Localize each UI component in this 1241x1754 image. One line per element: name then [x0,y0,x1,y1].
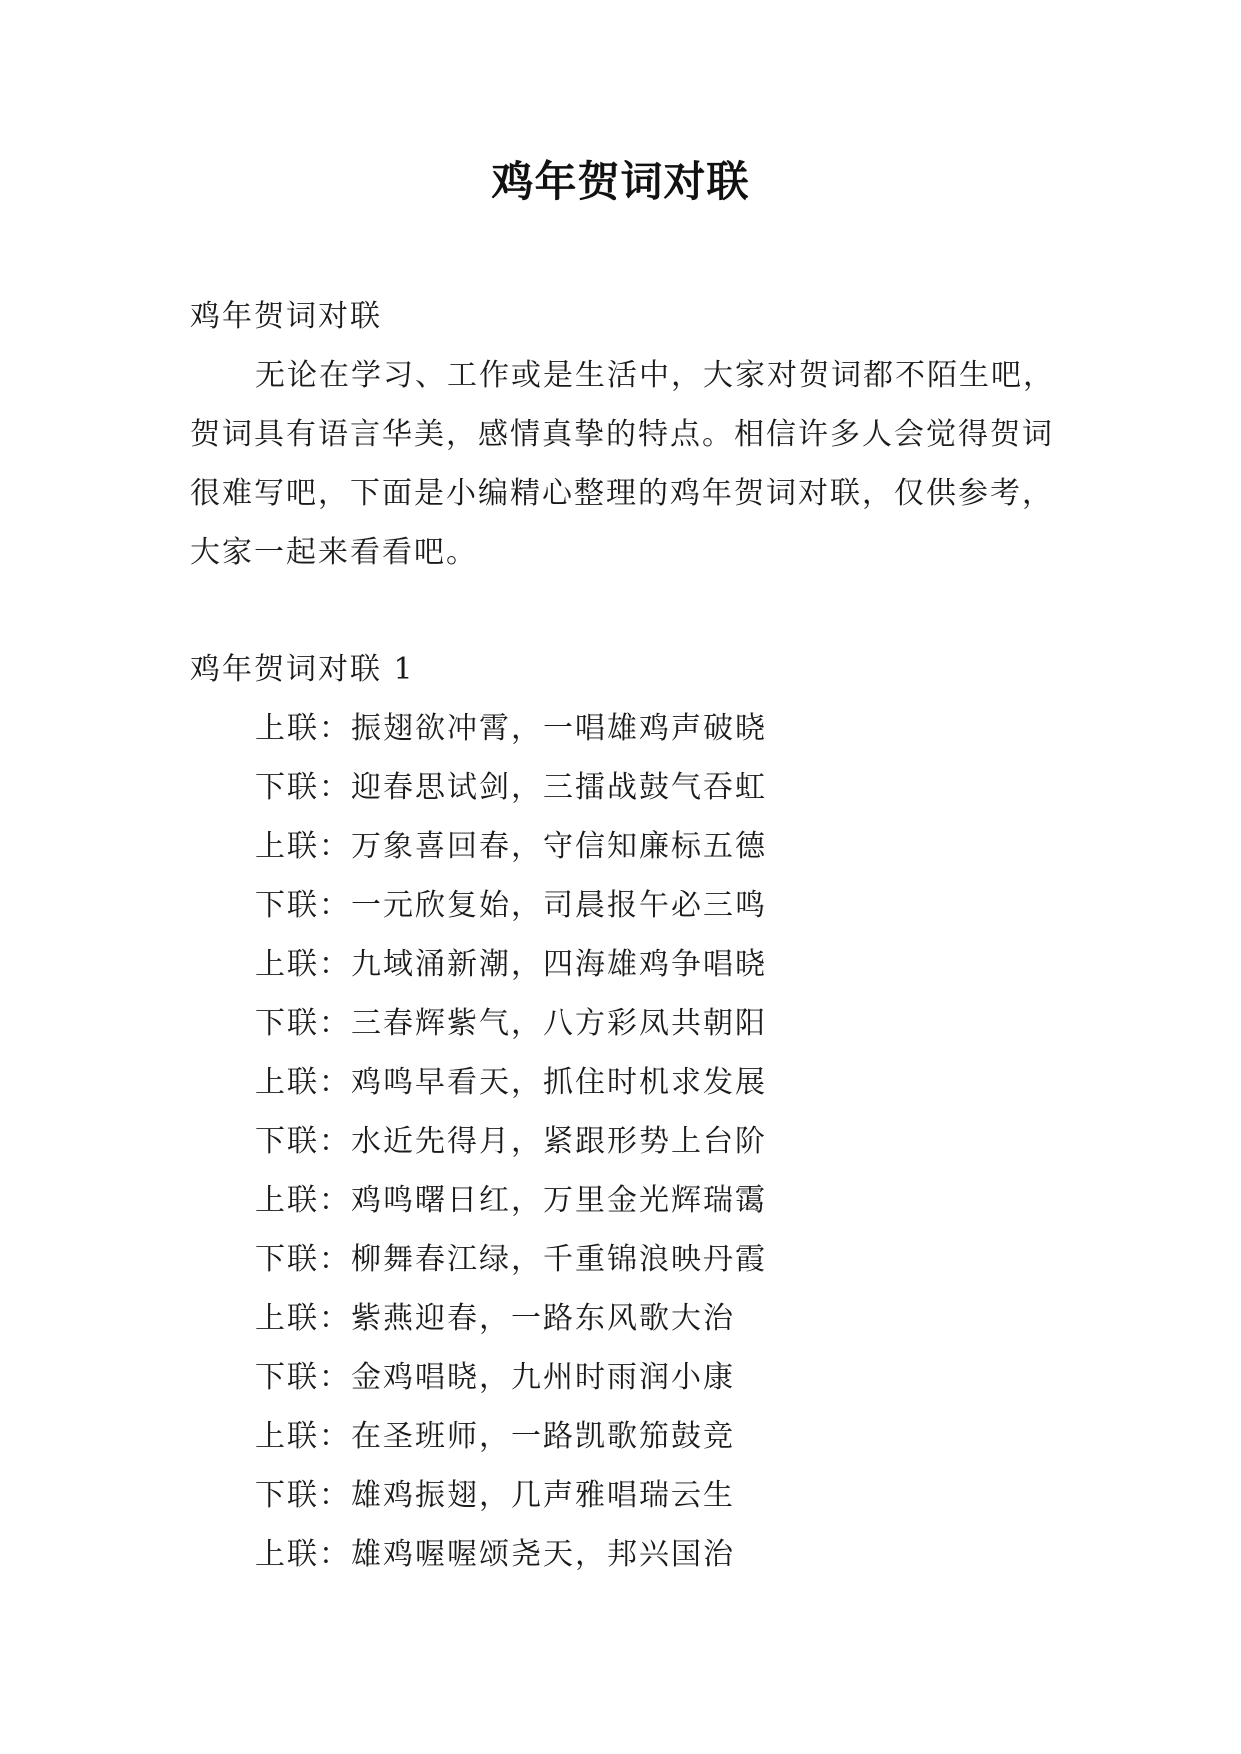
couplet-line: 上联：九域涌新潮，四海雄鸡争唱晓 [255,947,767,982]
couplet-line: 下联：三春辉紫气，八方彩凤共朝阳 [255,1006,767,1041]
couplet-line: 上联：万象喜回春，守信知廉标五德 [255,829,767,864]
document-subtitle: 鸡年贺词对联 [190,299,382,334]
couplet-line: 下联：柳舞春江绿，千重锦浪映丹霞 [255,1242,767,1277]
document-title: 鸡年贺词对联 [491,157,750,206]
intro-paragraph: 无论在学习、工作或是生活中，大家对贺词都不陌生吧，贺词具有语言华美，感情真挚的特点。相信许多人会觉得贺词很难写吧，下面是小编精心整理的鸡年贺词对联，仅供参考，大家一起来看看吧。 [190,358,1055,570]
document-body [190,287,1055,1584]
couplet-list [190,699,1055,1584]
couplet-line: 上联：在圣班师，一路凯歌笳鼓竞 [255,1419,735,1454]
couplet-line: 上联：雄鸡喔喔颂尧天，邦兴国治 [255,1537,735,1572]
couplet-line: 上联：振翅欲冲霄，一唱雄鸡声破晓 [255,711,767,746]
couplet-line: 下联：雄鸡振翅，几声雅唱瑞云生 [255,1478,735,1513]
couplet-line: 下联：金鸡唱晓，九州时雨润小康 [255,1360,735,1395]
couplet-line: 上联：鸡鸣曙日红，万里金光辉瑞霭 [255,1183,767,1218]
couplet-line: 上联：紫燕迎春，一路东风歌大治 [255,1301,735,1336]
couplet-line: 上联：鸡鸣早看天，抓住时机求发展 [255,1065,767,1100]
couplet-line: 下联：迎春思试剑，三擂战鼓气吞虹 [255,770,767,805]
couplet-line: 下联：一元欣复始，司晨报午必三鸣 [255,888,767,923]
couplet-line: 下联：水近先得月，紧跟形势上台阶 [255,1124,767,1159]
section-heading: 鸡年贺词对联 1 [190,652,415,687]
